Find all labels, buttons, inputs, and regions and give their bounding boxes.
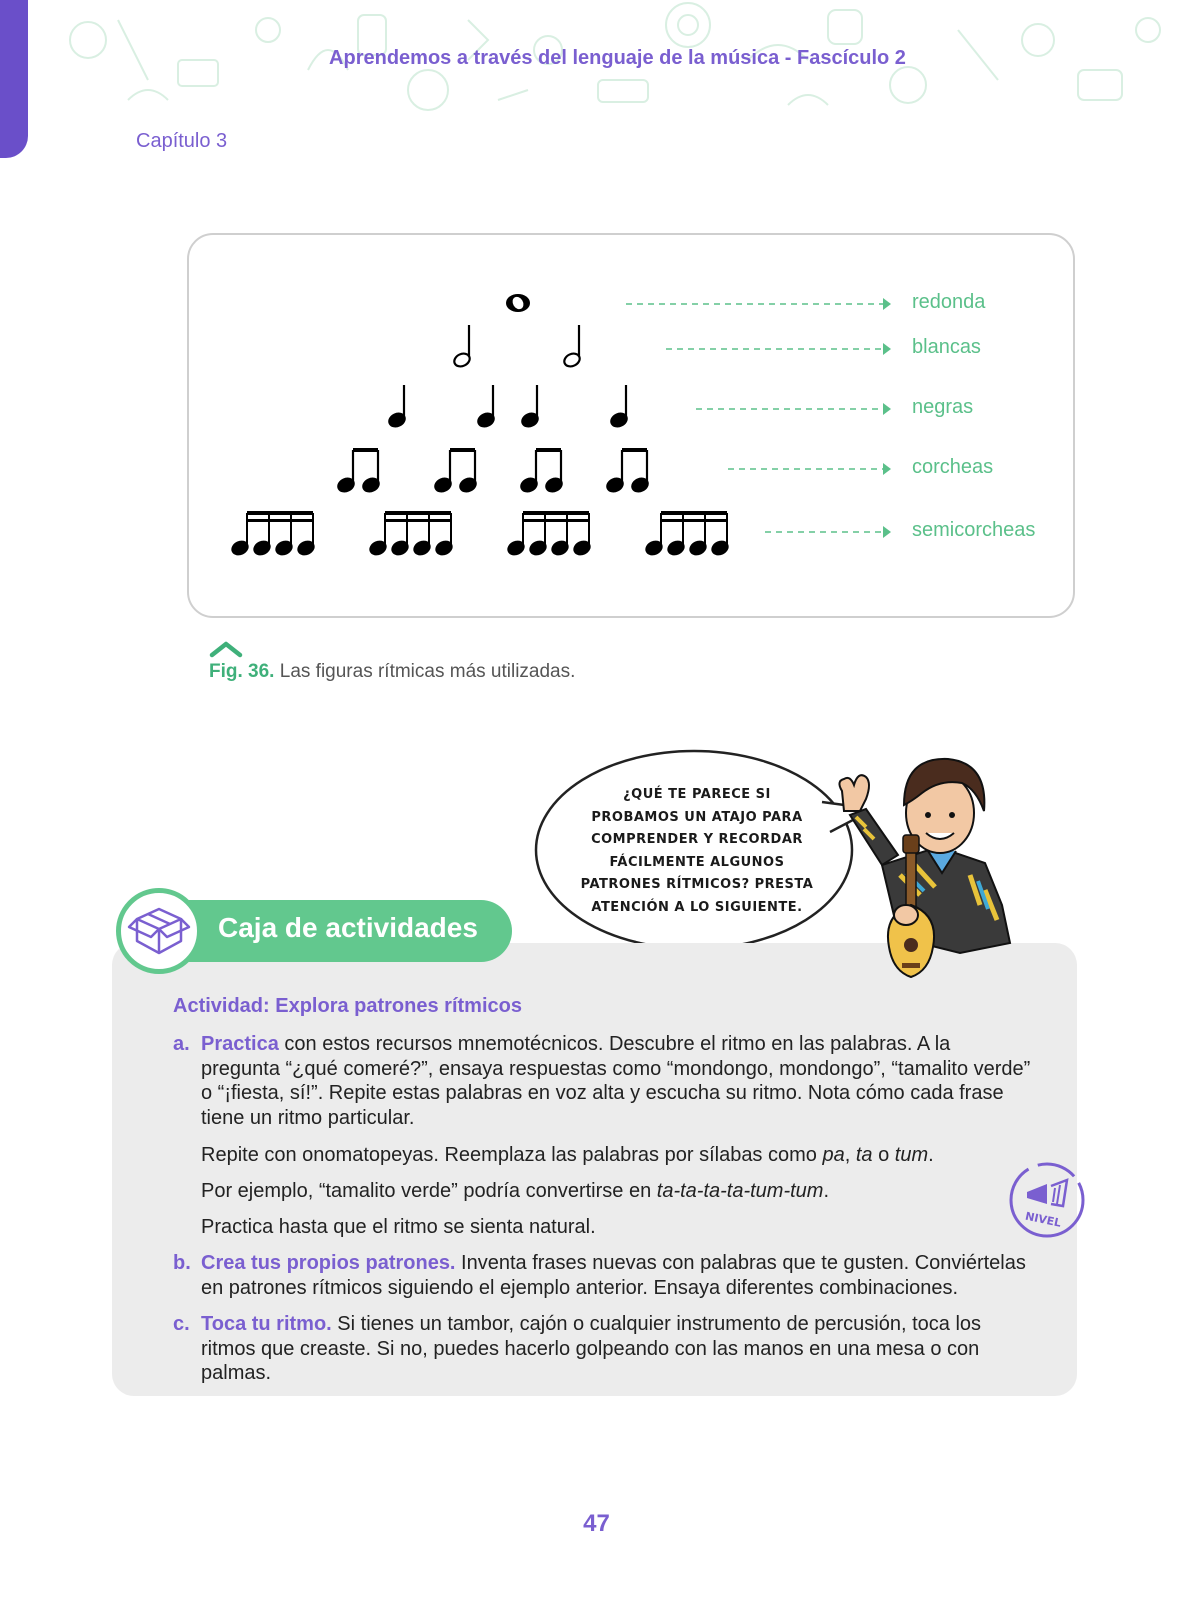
figure-number: Fig. 36. [209, 661, 275, 682]
quarter-notes [387, 385, 629, 429]
chapter-label: Capítulo 3 [136, 130, 228, 152]
para-end: . [823, 1180, 830, 1202]
item-letter: c. [173, 1313, 190, 1335]
speech-bubble-text [566, 784, 828, 919]
half-notes [452, 325, 582, 369]
page-number: 47 [583, 1510, 610, 1537]
item-lead: Crea tus propios patrones. [201, 1252, 456, 1274]
para-end: . [928, 1144, 934, 1166]
item-letter: a. [173, 1033, 190, 1055]
speech-line-4: FÁCILMENTE ALGUNOS [609, 854, 785, 870]
item-text: Si tienes un tambor, cajón o cualquier instrumento de percusión, toca los ritmos que creaste. Si no, puedes hacerlo golpeando con las manos en una mesa o con palmas. [201, 1313, 982, 1384]
syllable-pa: pa [822, 1144, 845, 1166]
activity-a-paragraph-2 [201, 1143, 1031, 1168]
speech-line-1: ¿QUÉ TE PARECE SI [623, 787, 771, 802]
rhythm-figures-box [187, 233, 1075, 618]
chevron-up-icon [209, 640, 243, 658]
speech-line-2: PROBAMOS UN ATAJO PARA [591, 809, 803, 825]
label-semicorcheas: semicorcheas [912, 519, 1036, 541]
item-letter: b. [173, 1252, 191, 1274]
sixteenth-notes [230, 511, 730, 557]
para-text: Repite con onomatopeyas. Reemplaza las palabras por sílabas como [201, 1144, 823, 1166]
activity-item-b [173, 1251, 1033, 1300]
dashed-arrows [626, 304, 885, 532]
label-corcheas: corcheas [912, 456, 994, 478]
syllable-ta: ta [855, 1144, 873, 1166]
activity-item-a [173, 1032, 1033, 1130]
activity-a-paragraph-4: Practica hasta que el ritmo se sienta natural. [201, 1216, 596, 1238]
nivel-stamp-icon [1005, 1158, 1089, 1242]
activity-a-paragraph-3 [201, 1179, 1031, 1204]
figure-caption-text: Las figuras rítmicas más utilizadas. [274, 661, 576, 682]
item-lead: Practica [201, 1033, 279, 1055]
speech-line-6: ATENCIÓN A LO SIGUIENTE. [591, 899, 803, 915]
para-sep: , [844, 1144, 856, 1166]
activity-item-c [173, 1312, 1033, 1386]
running-title: Aprendemos a través del lenguaje de la música - Fascículo 2 [329, 47, 906, 69]
onomatopoeia-example: ta-ta-ta-ta-tum-tum [656, 1180, 824, 1202]
speech-line-3: COMPRENDER Y RECORDAR [591, 832, 803, 847]
item-text: con estos recursos mnemotécnicos. Descubre el ritmo en las palabras. A la pregunta “¿qué comeré?”, ensaya respuestas como “mondongo, mondongo”, “tamalito verde” o “¡fiesta, sí!”. Repite estas palabras en voz alta y escucha su ritmo. Nota cómo cada frase tiene un ritmo particular. [201, 1033, 1031, 1129]
stamp-label: NIVEL [1024, 1209, 1063, 1230]
activity-title: Actividad: Explora patrones rítmicos [173, 995, 522, 1017]
speech-line-5: PATRONES RÍTMICOS? PRESTA [580, 877, 814, 892]
caja-title: Caja de actividades [218, 912, 478, 943]
para-sep: o [872, 1144, 895, 1166]
chapter-tab [0, 0, 28, 158]
para-text: Por ejemplo, “tamalito verde” podría convertirse en [201, 1180, 657, 1202]
label-redonda: redonda [912, 291, 986, 313]
label-negras: negras [912, 396, 974, 418]
character-illustration [820, 755, 1030, 1005]
figure-caption [209, 661, 575, 683]
syllable-tum: tum [894, 1144, 929, 1166]
eighth-notes [336, 448, 650, 494]
label-blancas: blancas [912, 336, 981, 358]
box-icon [127, 899, 191, 963]
item-text: Inventa frases nuevas con palabras que te gusten. Conviértelas en patrones rítmicos siguiendo el ejemplo anterior. Ensaya diferentes combinaciones. [201, 1252, 1026, 1299]
item-lead: Toca tu ritmo. [201, 1313, 332, 1335]
